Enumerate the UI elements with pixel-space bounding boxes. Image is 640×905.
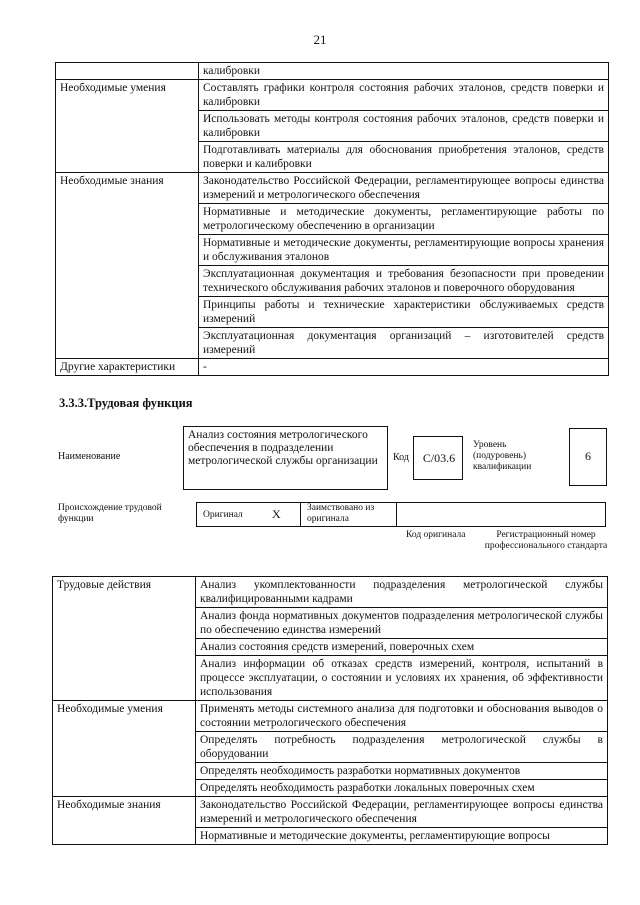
function-name-box xyxy=(183,426,388,490)
table-cell-item: Анализ укомплектованности подразделения метрологической службы квалифицированными кадрами xyxy=(196,577,608,608)
origin-row-box xyxy=(196,502,606,527)
table-cell-item: калибровки xyxy=(199,63,609,80)
table-row xyxy=(53,577,608,608)
top-table xyxy=(55,62,609,376)
table-cell-item: Нормативные и методические документы, регламентирующие работы по метрологическому обеспечению в организации xyxy=(199,204,609,235)
table-cell-item: Определять необходимость разработки нормативных документов xyxy=(196,763,608,780)
name-label: Наименование xyxy=(58,451,121,462)
table-cell-label: Необходимые знания xyxy=(56,173,199,359)
table-row xyxy=(53,797,608,828)
table-cell-item: Нормативные и методические документы, регламентирующие вопросы хранения и обслуживания эталонов xyxy=(199,235,609,266)
table-row xyxy=(53,701,608,732)
table-cell-item: Определять потребность подразделения метрологической службы в оборудовании xyxy=(196,732,608,763)
table-cell-label: Необходимые знания xyxy=(53,797,196,845)
table-cell-item: Использовать методы контроля состояния рабочих эталонов, средств поверки и калибровки xyxy=(199,111,609,142)
table-cell-item: Законодательство Российской Федерации, регламентирующее вопросы единства измерений и метрологического обеспечения xyxy=(199,173,609,204)
bottom-table xyxy=(52,576,608,845)
table-cell-item: Законодательство Российской Федерации, регламентирующее вопросы единства измерений и метрологического обеспечения xyxy=(196,797,608,828)
table-cell-label: Трудовые действия xyxy=(53,577,196,701)
origin-label: Происхождение трудовой функции xyxy=(58,503,162,524)
table-row xyxy=(56,359,609,376)
table-cell-label: Необходимые умения xyxy=(56,80,199,173)
table-cell-item: Нормативные и методические документы, регламентирующие вопросы xyxy=(196,828,608,845)
table-cell-item: Определять необходимость разработки локальных поверочных схем xyxy=(196,780,608,797)
table-cell-item: - xyxy=(199,359,609,376)
original-label: Оригинал xyxy=(203,510,243,520)
table-cell-item: Анализ информации об отказах средств измерений, контроля, испытаний в процессе эксплуатации, о состоянии и условиях их хранения, об эффективности использования xyxy=(196,656,608,701)
table-cell-item: Анализ фонда нормативных документов подразделения метрологической службы по обеспечению единства измерений xyxy=(196,608,608,639)
function-name-value: Анализ состояния метрологического обеспечения в подразделении метрологической службы организации xyxy=(188,429,378,467)
reg-number-label: Регистрационный номер профессионального стандарта xyxy=(484,530,608,551)
borrowed-label: Заимствовано из оригинала xyxy=(307,503,375,524)
table-cell-item: Принципы работы и технические характеристики обслуживаемых средств измерений xyxy=(199,297,609,328)
original-mark: X xyxy=(272,507,281,521)
table-row xyxy=(56,63,609,80)
table-cell-item: Подготавливать материалы для обоснования приобретения эталонов, средств поверки и калибровки xyxy=(199,142,609,173)
level-label: Уровень (подуровень) квалификации xyxy=(473,440,532,472)
table-cell-label: Другие характеристики xyxy=(56,359,199,376)
code-value: C/03.6 xyxy=(422,451,456,465)
section-title: 3.3.3.Трудовая функция xyxy=(59,396,193,410)
table-row xyxy=(56,173,609,204)
table-row xyxy=(56,80,609,111)
original-code-label: Код оригинала xyxy=(406,530,466,540)
table-cell-item: Применять методы системного анализа для подготовки и обоснования выводов о состоянии метрологического обеспечения xyxy=(196,701,608,732)
table-cell-item: Составлять графики контроля состояния рабочих эталонов, средств поверки и калибровки xyxy=(199,80,609,111)
code-label: Код xyxy=(393,452,409,463)
table-cell-label: Необходимые умения xyxy=(53,701,196,797)
level-box xyxy=(569,428,607,486)
level-value: 6 xyxy=(585,449,591,463)
table-cell-label xyxy=(56,63,199,80)
code-box xyxy=(413,436,463,480)
table-cell-item: Эксплуатационная документация и требования безопасности при проведении технического обслуживания рабочих эталонов и поверочного оборудования xyxy=(199,266,609,297)
page-number: 21 xyxy=(313,32,327,47)
table-cell-item: Эксплуатационная документация организаций – изготовителей средств измерений xyxy=(199,328,609,359)
table-cell-item: Анализ состояния средств измерений, поверочных схем xyxy=(196,639,608,656)
